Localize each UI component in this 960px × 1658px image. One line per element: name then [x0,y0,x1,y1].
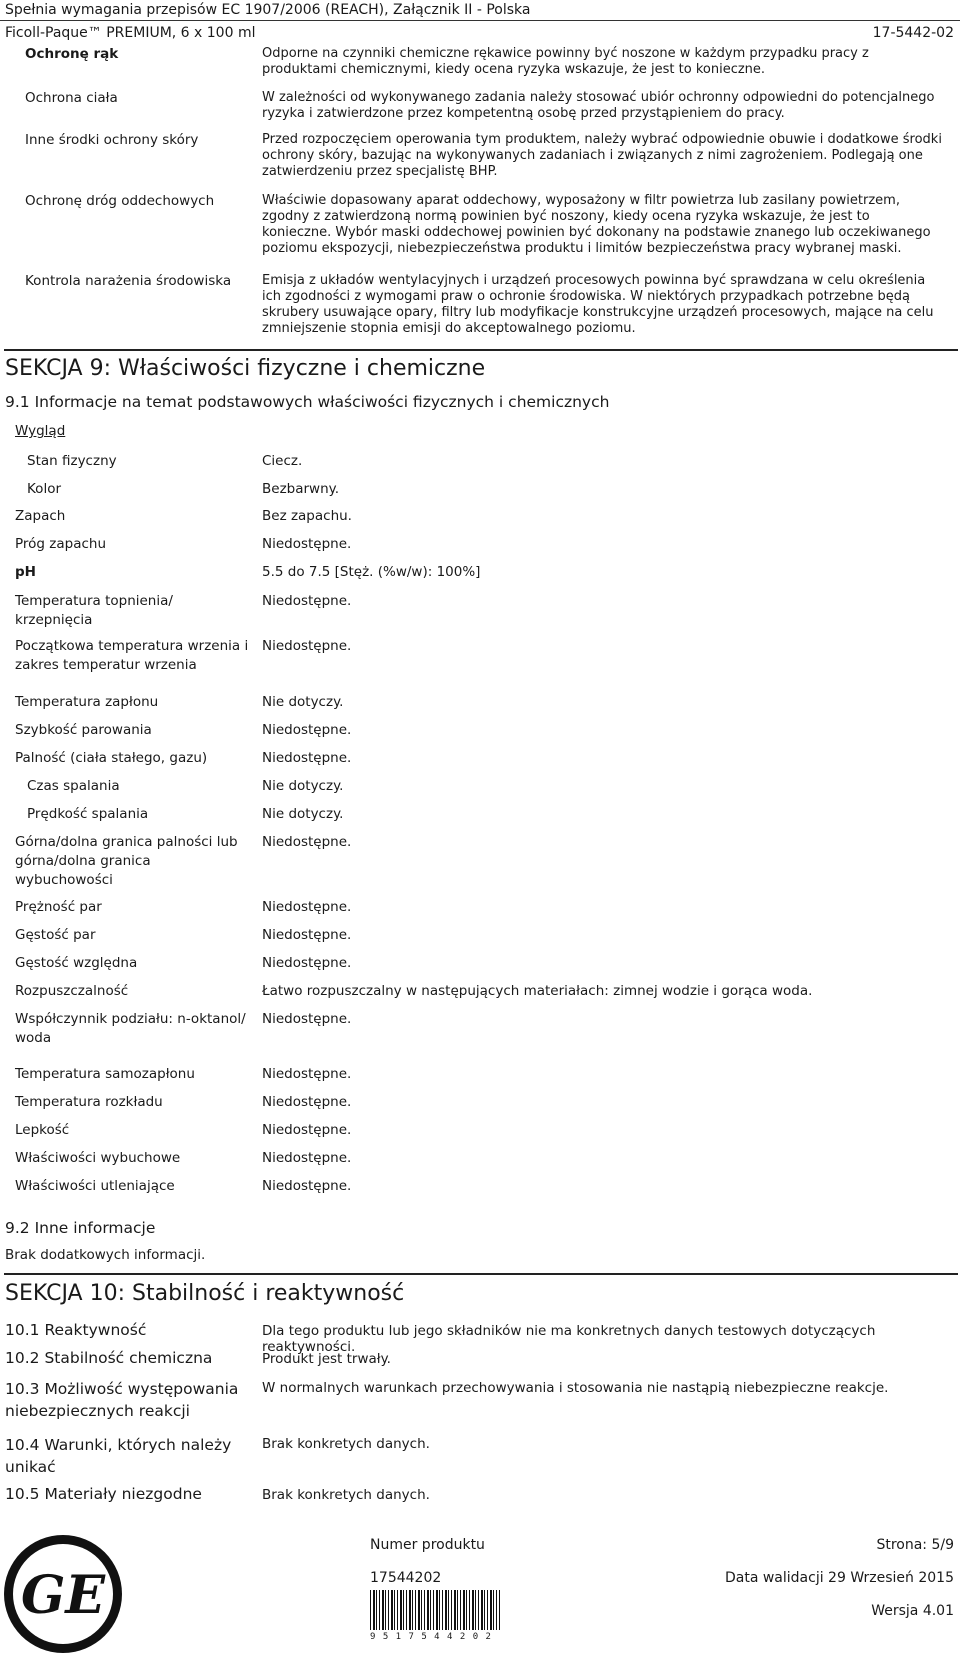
property-value: Bez zapachu. [262,508,352,524]
barcode-digits: 9 5 1 7 5 4 4 2 0 2 [370,1632,492,1642]
property-value: Niedostępne. [262,536,352,552]
property-label: Górna/dolna granica palności lub górna/dolna granica wybuchowości [15,834,238,888]
section-divider [4,349,958,351]
validation-date: Data walidacji 29 Wrzesień 2015 [724,1570,954,1586]
property-label: pH [15,564,36,580]
property-value: Niedostępne. [262,927,352,943]
section10-label: 10.2 Stabilność chemiczna [5,1349,213,1367]
section10-title: SEKCJA 10: Stabilność i reaktywność [5,1281,405,1306]
protection-text-environment: Emisja z układów wentylacyjnych i urządzeń procesowych powinna być sprawdzana w celu określenia ich zgodności z wymogami praw o ochronie środowiska. W niektórych przypadkach potrzebne będą skrubery usuwające opary, filtry lub modyfikacje konstrukcyjne urządzeń procesowych, mające na celu zmniejszenie stopnia emisji do akceptowalnego poziomu. [262,273,934,336]
property-value: Niedostępne. [262,1178,352,1194]
section10-value: Brak konkretych danych. [262,1487,430,1503]
property-value: Łatwo rozpuszczalny w następujących materiałach: zimnej wodzie i gorąca woda. [262,983,813,999]
property-label: Palność (ciała stałego, gazu) [15,750,208,766]
property-label: Początkowa temperatura wrzenia i zakres temperatur wrzenia [15,638,249,673]
property-label: Szybkość parowania [15,722,152,738]
property-value: Niedostępne. [262,1066,352,1082]
protection-text-hands: Odporne na czynniki chemiczne rękawice powinny być noszone w każdym przypadku pracy z produktami chemicznymi, kiedy ocena ryzyka wskazuje, że jest to konieczne. [262,46,869,77]
property-value: Niedostępne. [262,1122,352,1138]
product-number-label: Numer produktu [370,1537,485,1553]
protection-label-environment: Kontrola narażenia środowiska [25,273,232,289]
version: Wersja 4.01 [871,1603,954,1619]
header-divider [0,20,960,21]
property-label: Gęstość względna [15,955,138,971]
property-label: Próg zapachu [15,536,107,552]
section10-value: Dla tego produktu lub jego składników nie ma konkretnych danych testowych dotyczących reaktywności. [262,1323,876,1355]
property-label: Współczynnik podziału: n-oktanol/ woda [15,1011,246,1046]
property-value: Niedostępne. [262,638,352,654]
property-value: Niedostępne. [262,750,352,766]
property-label: Temperatura zapłonu [15,694,159,710]
protection-text-respiratory: Właściwie dopasowany aparat oddechowy, wyposażony w filtr powietrza lub zasilany powietrzem, zgodny z zatwierdzoną normą powinien być noszony, kiedy ocena ryzyka wskazuje, że jest to konieczne. Wybór maski oddechowej powinien być dokonany na podstawie znanego lub oczekiwanego poziomu ekspozycji, niebezpieczeństwa produktu i limitów bezpieczeństwa pracy wybranej maski. [262,193,931,256]
property-label: Kolor [27,481,62,497]
section-divider [4,1273,958,1275]
property-value: Nie dotyczy. [262,806,344,822]
property-value: Bezbarwny. [262,481,339,497]
property-label: Gęstość par [15,927,96,943]
barcode [370,1590,500,1630]
property-value: Nie dotyczy. [262,694,344,710]
property-label: Prężność par [15,899,102,915]
property-value: Ciecz. [262,453,303,469]
page-number: Strona: 5/9 [876,1537,954,1553]
section10-value: Brak konkretych danych. [262,1436,430,1452]
section10-value: W normalnych warunkach przechowywania i stosowania nie nastąpią niebezpieczne reakcje. [262,1380,889,1396]
protection-text-skin: Przed rozpoczęciem operowania tym produktem, należy wybrać odpowiednie obuwie i dodatkowe środki ochrony skóry, bazując na wykonywanych zadaniach i związanych z nimi zagrożeniem. Podlegają one zatwierdzeniu przez specjalistę BHP. [262,132,942,179]
protection-label-hands: Ochronę rąk [25,46,119,62]
property-label: Właściwości utleniające [15,1178,175,1194]
property-value: Niedostępne. [262,1150,352,1166]
property-label: Lepkość [15,1122,70,1138]
property-value: Nie dotyczy. [262,778,344,794]
property-value: Niedostępne. [262,593,352,609]
property-value: Niedostępne. [262,1011,352,1027]
product-number: 17544202 [370,1570,442,1586]
property-label: Prędkość spalania [27,806,149,822]
property-label: Zapach [15,508,66,524]
property-value: Niedostępne. [262,834,352,850]
property-label: Stan fizyczny [27,453,117,469]
protection-text-body: W zależności od wykonywanego zadania należy stosować ubiór ochronny odpowiedni do potencjalnego ryzyka i zatwierdzone przez kompetentną osobę przed przystąpieniem do pracy. [262,90,935,121]
property-value: Niedostępne. [262,955,352,971]
property-label: Temperatura rozkładu [15,1094,163,1110]
section10-label: 10.4 Warunki, których należy unikać [5,1436,232,1476]
protection-label-respiratory: Ochronę dróg oddechowych [25,193,215,209]
appearance-heading: Wygląd [15,423,66,439]
ge-logo [2,1533,124,1655]
section9-title: SEKCJA 9: Właściwości fizyczne i chemiczne [5,356,486,381]
protection-label-body: Ochrona ciała [25,90,118,106]
section92-title: 9.2 Inne informacje [5,1219,156,1237]
other-info-text: Brak dodatkowych informacji. [5,1247,206,1263]
section10-label: 10.3 Możliwość występowania niebezpiecznych reakcji [5,1380,239,1420]
property-label: Temperatura topnienia/ krzepnięcia [15,593,173,628]
product-name: Ficoll-Paque™ PREMIUM, 6 x 100 ml [5,25,256,41]
property-value: Niedostępne. [262,722,352,738]
section91-title: 9.1 Informacje na temat podstawowych właściwości fizycznych i chemicznych [5,393,610,411]
logo-text: GE [20,1565,106,1626]
property-label: Czas spalania [27,778,120,794]
section10-label: 10.5 Materiały niezgodne [5,1485,202,1503]
section10-value: Produkt jest trwały. [262,1351,391,1367]
property-value: 5.5 do 7.5 [Stęż. (%w/w): 100%] [262,564,481,580]
section10-label: 10.1 Reaktywność [5,1321,147,1339]
product-code: 17-5442-02 [872,25,954,41]
property-label: Rozpuszczalność [15,983,129,999]
regulation-header: Spełnia wymagania przepisów EC 1907/2006 (REACH), Załącznik II - Polska [5,2,531,18]
property-label: Właściwości wybuchowe [15,1150,181,1166]
property-value: Niedostępne. [262,1094,352,1110]
property-label: Temperatura samozapłonu [15,1066,195,1082]
protection-label-skin: Inne środki ochrony skóry [25,132,199,148]
property-value: Niedostępne. [262,899,352,915]
